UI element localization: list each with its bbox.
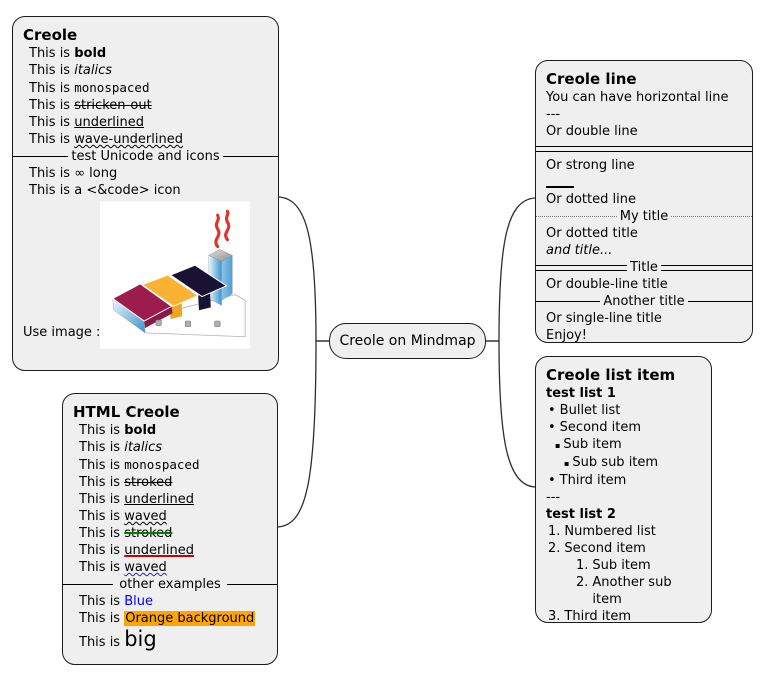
separator — [536, 293, 752, 310]
list-item — [546, 523, 701, 540]
text-line-prefix: This is — [79, 423, 125, 438]
text-line-prefix: This is — [79, 594, 125, 609]
separator-line — [536, 301, 600, 302]
text-line-prefix: This is — [79, 526, 125, 541]
list-marker: • — [548, 403, 556, 418]
text-line: Or dotted line — [546, 192, 636, 207]
creole-line-node-box — [535, 60, 753, 343]
list-item-text: Sub item — [592, 558, 651, 573]
list-item-text: Sub sub item — [572, 455, 659, 470]
styled-word: underlined — [124, 492, 195, 507]
styled-word: big — [124, 627, 157, 651]
styled-word: underlined — [124, 543, 195, 558]
separator — [536, 140, 752, 157]
text-line: Or dotted title — [546, 226, 638, 241]
text-line-prefix: This is — [79, 543, 125, 558]
separator-label: My title — [619, 209, 669, 224]
styled-word: stricken-out — [74, 98, 152, 113]
text-line-prefix: This is — [79, 475, 125, 490]
text-line: and title... — [546, 243, 613, 258]
text-line-prefix: This is — [79, 458, 125, 473]
text-line — [73, 439, 267, 456]
root-node — [329, 323, 486, 359]
styled-word: bold — [74, 46, 107, 61]
list-item-text: Second item — [564, 541, 646, 556]
list-marker: 2. — [576, 575, 589, 590]
text-line — [73, 525, 267, 542]
list-item — [546, 419, 701, 436]
separator-line — [536, 265, 627, 271]
list-item-text: Numbered list — [564, 524, 656, 539]
list-marker: 3. — [548, 609, 561, 624]
list-marker: 2. — [548, 541, 561, 556]
text-line: --- — [546, 490, 561, 505]
text-line-prefix: This is — [29, 81, 75, 96]
list-item — [546, 608, 701, 625]
separator-line — [536, 146, 644, 152]
separator-line — [227, 584, 277, 585]
separator-label: other examples — [119, 577, 221, 592]
separator-line — [13, 156, 68, 157]
creole-box-lines — [23, 45, 268, 199]
html-creole-node-box — [62, 393, 278, 665]
styled-word: stroked — [124, 526, 173, 541]
text-line — [73, 474, 267, 491]
text-line — [73, 491, 267, 508]
text-line — [73, 593, 267, 610]
text-line — [23, 79, 268, 97]
text-line: This is ∞ long — [29, 166, 118, 181]
styled-word: stroked — [124, 475, 173, 490]
list-item — [546, 557, 701, 574]
text-line — [23, 45, 268, 62]
separator-label: Another title — [603, 294, 685, 309]
text-line: Or strong line — [546, 158, 635, 173]
list-marker: • — [548, 473, 556, 488]
connector-creole-list — [486, 341, 535, 487]
styled-word: waved — [124, 560, 167, 575]
list-item-text: Third item — [559, 473, 627, 488]
separator-label: test Unicode and icons — [71, 149, 220, 164]
strong-line — [546, 186, 574, 188]
use-image-row — [23, 201, 268, 349]
separator-line — [536, 216, 617, 217]
text-line — [73, 508, 267, 525]
styled-word: underlined — [74, 115, 145, 130]
text-line: Or double line — [546, 124, 638, 139]
list-marker: 1. — [576, 558, 589, 573]
list-item-text: Another sub item — [592, 575, 676, 607]
separator — [536, 208, 752, 225]
text-line-prefix: This is — [29, 98, 75, 113]
list-item-text: Third item — [564, 609, 632, 624]
list-item — [546, 454, 701, 472]
styled-word: Blue — [124, 594, 153, 609]
creole-node-box — [12, 16, 279, 371]
list-item — [546, 402, 701, 419]
styled-word: italics — [74, 63, 113, 78]
text-line-prefix: This is — [79, 560, 125, 575]
connector-creole-line — [486, 198, 535, 341]
styled-word: monospaced — [74, 80, 150, 95]
separator — [536, 259, 752, 276]
text-line-prefix: This is — [79, 440, 125, 455]
text-line — [23, 97, 268, 114]
text-line — [23, 131, 268, 148]
use-image-label: Use image : — [23, 325, 101, 340]
styled-word: monospaced — [124, 457, 200, 472]
creole-line-box-title: Creole line — [546, 70, 637, 88]
list-item — [546, 574, 701, 608]
separator-line — [223, 156, 278, 157]
creole-line-box-lines — [546, 89, 742, 344]
list-item — [546, 472, 701, 489]
text-line: Or single-line title — [546, 311, 662, 326]
list-item-text: Second item — [559, 420, 642, 435]
separator — [13, 148, 278, 165]
text-line — [73, 456, 267, 474]
separator-line — [644, 146, 752, 152]
list-marker: ▪ — [555, 441, 561, 450]
text-line-prefix: This is — [29, 46, 75, 61]
text-line — [73, 627, 267, 652]
list-item-text: Sub item — [563, 437, 622, 452]
text-line-prefix: This is — [29, 63, 75, 78]
text-line: --- — [546, 107, 561, 122]
separator-label: Title — [630, 260, 658, 275]
text-line — [73, 559, 267, 576]
styled-word: italics — [124, 440, 163, 455]
text-line — [73, 610, 267, 627]
text-line-prefix: This is — [29, 115, 75, 130]
list-item — [546, 540, 701, 557]
styled-word: wave-underlined — [74, 132, 183, 147]
text-line — [73, 422, 267, 439]
list-marker: 1. — [548, 524, 561, 539]
factory-logo-image — [100, 201, 250, 349]
separator-line — [671, 216, 752, 217]
separator-line — [688, 301, 752, 302]
separator — [63, 576, 277, 593]
creole-box-title: Creole — [23, 26, 78, 44]
text-line: You can have horizontal line — [546, 90, 729, 105]
text-line-prefix: This is — [79, 611, 125, 626]
styled-word: bold — [124, 423, 157, 438]
connector-creole — [279, 197, 329, 341]
list-heading: test list 2 — [546, 507, 616, 522]
creole-list-box-title: Creole list item — [546, 366, 676, 384]
text-line: This is a <&code> icon — [29, 183, 181, 198]
text-line: Or double-line title — [546, 277, 668, 292]
text-line — [23, 114, 268, 131]
html-creole-box-lines — [73, 422, 267, 652]
text-line — [23, 62, 268, 79]
styled-word: waved — [124, 509, 167, 524]
separator-line — [661, 265, 752, 271]
text-line-prefix: This is — [29, 132, 75, 147]
text-line-prefix: This is — [79, 509, 125, 524]
html-creole-box-title: HTML Creole — [73, 403, 180, 421]
text-line: Enjoy! — [546, 328, 587, 343]
text-line-prefix: This is — [79, 635, 125, 650]
connector-html-creole — [278, 341, 329, 527]
list-heading: test list 1 — [546, 386, 616, 401]
text-line — [73, 542, 267, 559]
styled-word: Orange background — [125, 611, 255, 626]
creole-list-box-lines — [546, 385, 701, 625]
separator-line — [63, 584, 113, 585]
list-marker: ▪ — [564, 459, 570, 468]
creole-list-node-box — [535, 356, 712, 623]
text-line-prefix: This is — [79, 492, 125, 507]
list-item-text: Bullet list — [559, 403, 621, 418]
list-marker: • — [548, 420, 556, 435]
root-node-label: Creole on Mindmap — [339, 333, 476, 349]
list-item — [546, 436, 701, 454]
